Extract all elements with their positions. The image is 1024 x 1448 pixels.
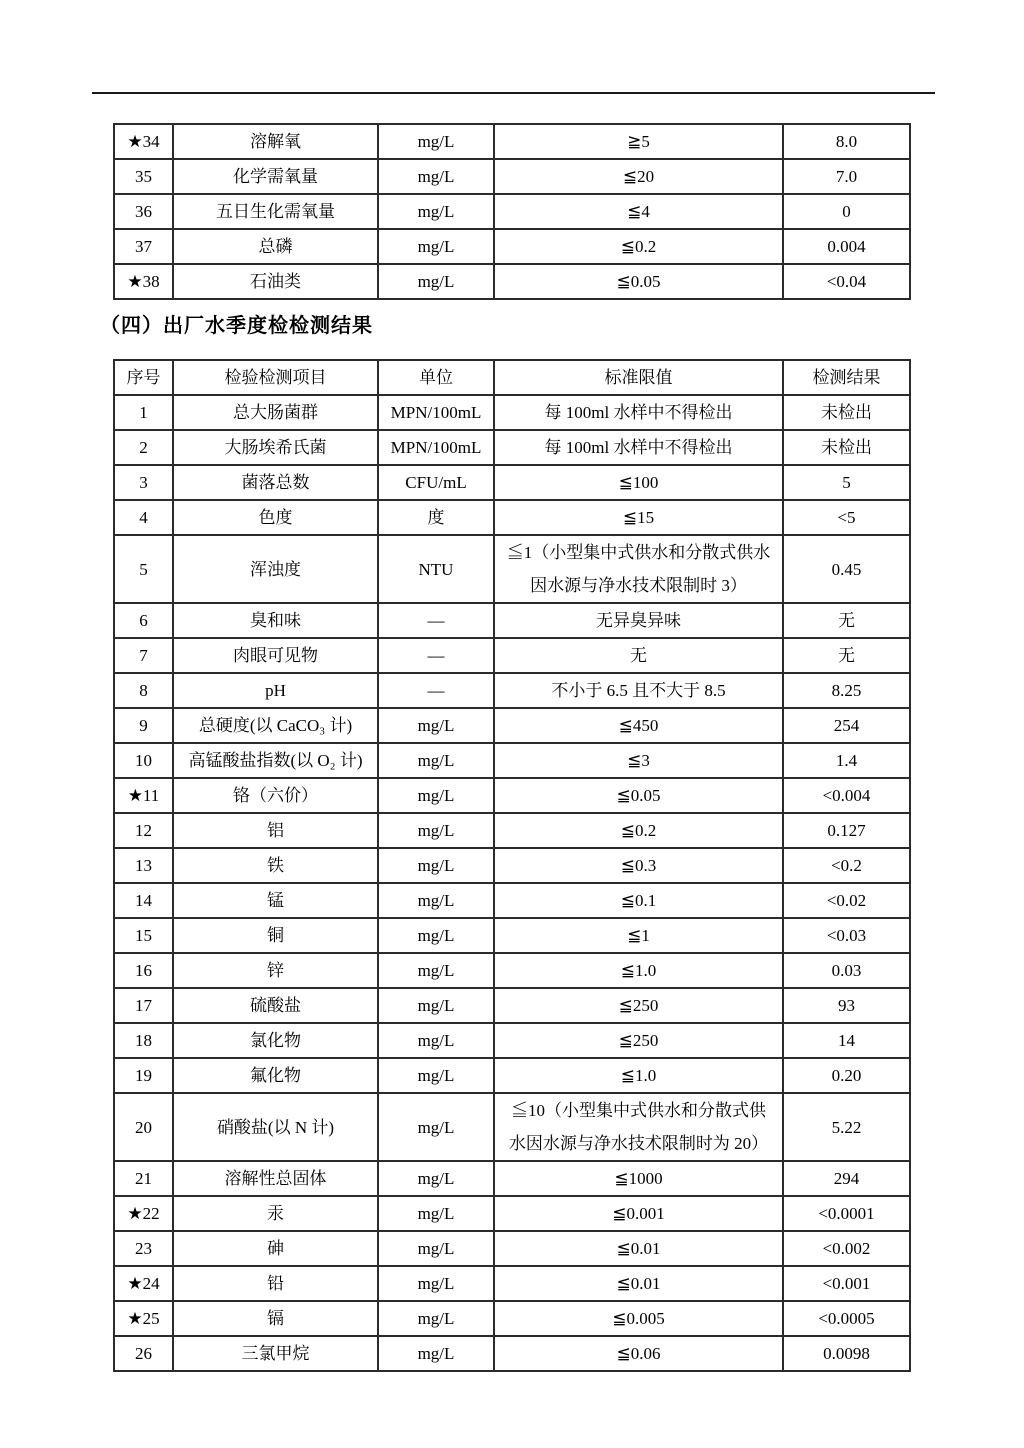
cell-serial-number: 5 <box>114 535 173 603</box>
cell-test-result: 0.0098 <box>783 1336 910 1371</box>
cell-unit: mg/L <box>378 708 494 743</box>
header-test-item: 检验检测项目 <box>173 360 378 395</box>
cell-test-item: 臭和味 <box>173 603 378 638</box>
cell-test-item: 硫酸盐 <box>173 988 378 1023</box>
cell-test-item: 色度 <box>173 500 378 535</box>
cell-serial-number: 12 <box>114 813 173 848</box>
cell-test-result: 0.03 <box>783 953 910 988</box>
header-serial-number: 序号 <box>114 360 173 395</box>
cell-serial-number: 19 <box>114 1058 173 1093</box>
cell-serial-number: 15 <box>114 918 173 953</box>
cell-standard-limit: ≧5 <box>494 124 783 159</box>
cell-test-item: 铬（六价） <box>173 778 378 813</box>
table-row <box>114 1266 910 1301</box>
cell-serial-number: ★34 <box>114 124 173 159</box>
cell-serial-number: 35 <box>114 159 173 194</box>
cell-test-item: 石油类 <box>173 264 378 299</box>
cell-serial-number: ★24 <box>114 1266 173 1301</box>
header-unit: 单位 <box>378 360 494 395</box>
cell-test-item: 三氯甲烷 <box>173 1336 378 1371</box>
cell-test-item: 总硬度(以 CaCO₃ 计) <box>173 708 378 743</box>
cell-standard-limit: 无 <box>494 638 783 673</box>
cell-unit: mg/L <box>378 124 494 159</box>
section-heading: （四）出厂水季度检检测结果 <box>100 315 373 337</box>
cell-unit: mg/L <box>378 1093 494 1161</box>
cell-test-result: 1.4 <box>783 743 910 778</box>
table-row <box>114 953 910 988</box>
cell-standard-limit: ≦450 <box>494 708 783 743</box>
cell-test-result: 无 <box>783 638 910 673</box>
cell-serial-number: 6 <box>114 603 173 638</box>
cell-test-result: 0 <box>783 194 910 229</box>
cell-serial-number: 16 <box>114 953 173 988</box>
header-standard-limit: 标准限值 <box>494 360 783 395</box>
cell-unit: — <box>378 638 494 673</box>
table-row <box>114 159 910 194</box>
table-row <box>114 1231 910 1266</box>
cell-unit: mg/L <box>378 229 494 264</box>
table-row <box>114 1336 910 1371</box>
cell-test-item: 肉眼可见物 <box>173 638 378 673</box>
cell-serial-number: 18 <box>114 1023 173 1058</box>
cell-unit: mg/L <box>378 1161 494 1196</box>
cell-serial-number: 37 <box>114 229 173 264</box>
cell-test-item: 汞 <box>173 1196 378 1231</box>
cell-unit: mg/L <box>378 1023 494 1058</box>
table-row <box>114 743 910 778</box>
cell-test-result: <0.004 <box>783 778 910 813</box>
cell-serial-number: 1 <box>114 395 173 430</box>
cell-standard-limit: ≦3 <box>494 743 783 778</box>
cell-test-result: <0.2 <box>783 848 910 883</box>
cell-unit: mg/L <box>378 1266 494 1301</box>
cell-standard-limit: ≦0.01 <box>494 1266 783 1301</box>
cell-test-item: 硝酸盐(以 N 计) <box>173 1093 378 1161</box>
cell-standard-limit: ≦4 <box>494 194 783 229</box>
cell-test-result: 未检出 <box>783 430 910 465</box>
cell-unit: — <box>378 603 494 638</box>
cell-serial-number: 9 <box>114 708 173 743</box>
continuation-table-body <box>114 124 910 299</box>
cell-standard-limit: ≦0.2 <box>494 813 783 848</box>
cell-test-item: 铅 <box>173 1266 378 1301</box>
cell-test-item: 砷 <box>173 1231 378 1266</box>
header-test-result: 检测结果 <box>783 360 910 395</box>
cell-test-result: <0.03 <box>783 918 910 953</box>
cell-serial-number: ★25 <box>114 1301 173 1336</box>
table-row <box>114 813 910 848</box>
cell-standard-limit: 不小于 6.5 且不大于 8.5 <box>494 673 783 708</box>
cell-standard-limit: ≦0.01 <box>494 1231 783 1266</box>
cell-standard-limit: ≦1（小型集中式供水和分散式供水因水源与净水技术限制时 3） <box>494 535 783 603</box>
cell-unit: MPN/100mL <box>378 395 494 430</box>
cell-test-result: <0.001 <box>783 1266 910 1301</box>
cell-unit: mg/L <box>378 1196 494 1231</box>
cell-unit: mg/L <box>378 264 494 299</box>
cell-serial-number: 4 <box>114 500 173 535</box>
cell-test-item: 溶解氧 <box>173 124 378 159</box>
cell-test-item: 镉 <box>173 1301 378 1336</box>
page-content <box>100 123 909 1372</box>
table-row <box>114 883 910 918</box>
cell-test-item: 菌落总数 <box>173 465 378 500</box>
cell-serial-number: 3 <box>114 465 173 500</box>
cell-test-result: 无 <box>783 603 910 638</box>
cell-test-result: 93 <box>783 988 910 1023</box>
cell-unit: mg/L <box>378 1231 494 1266</box>
cell-unit: mg/L <box>378 778 494 813</box>
cell-serial-number: 14 <box>114 883 173 918</box>
cell-standard-limit: 每 100ml 水样中不得检出 <box>494 395 783 430</box>
cell-unit: mg/L <box>378 848 494 883</box>
table-row <box>114 194 910 229</box>
table-row <box>114 264 910 299</box>
table-row <box>114 1161 910 1196</box>
cell-test-item: 铁 <box>173 848 378 883</box>
cell-standard-limit: ≦20 <box>494 159 783 194</box>
quarterly-table-header <box>114 360 910 395</box>
cell-test-result: 8.25 <box>783 673 910 708</box>
cell-serial-number: 10 <box>114 743 173 778</box>
cell-standard-limit: ≦250 <box>494 1023 783 1058</box>
table-row <box>114 229 910 264</box>
cell-serial-number: 23 <box>114 1231 173 1266</box>
cell-test-result: 0.20 <box>783 1058 910 1093</box>
cell-unit: mg/L <box>378 918 494 953</box>
cell-unit: MPN/100mL <box>378 430 494 465</box>
table-row <box>114 673 910 708</box>
cell-standard-limit: ≦0.2 <box>494 229 783 264</box>
cell-test-result: 294 <box>783 1161 910 1196</box>
cell-serial-number: 26 <box>114 1336 173 1371</box>
cell-test-item: 氟化物 <box>173 1058 378 1093</box>
cell-unit: mg/L <box>378 988 494 1023</box>
cell-test-result: <0.0001 <box>783 1196 910 1231</box>
cell-standard-limit: ≦0.05 <box>494 264 783 299</box>
cell-standard-limit: ≦0.001 <box>494 1196 783 1231</box>
cell-test-item: 总磷 <box>173 229 378 264</box>
cell-test-result: <0.002 <box>783 1231 910 1266</box>
cell-test-item: 五日生化需氧量 <box>173 194 378 229</box>
table-row <box>114 778 910 813</box>
cell-standard-limit: ≦0.05 <box>494 778 783 813</box>
table-row <box>114 988 910 1023</box>
cell-test-item: pH <box>173 673 378 708</box>
table-row <box>114 395 910 430</box>
cell-standard-limit: 无异臭异味 <box>494 603 783 638</box>
cell-serial-number: 13 <box>114 848 173 883</box>
cell-test-item: 铜 <box>173 918 378 953</box>
table-row <box>114 535 910 603</box>
cell-test-result: <0.0005 <box>783 1301 910 1336</box>
cell-standard-limit: ≦0.3 <box>494 848 783 883</box>
table-row <box>114 124 910 159</box>
cell-test-result: 14 <box>783 1023 910 1058</box>
quarterly-results-table <box>113 359 911 1372</box>
cell-unit: mg/L <box>378 159 494 194</box>
table-row <box>114 708 910 743</box>
cell-test-item: 高锰酸盐指数(以 O₂ 计) <box>173 743 378 778</box>
cell-standard-limit: ≦1.0 <box>494 953 783 988</box>
cell-unit: mg/L <box>378 883 494 918</box>
table-row <box>114 848 910 883</box>
continuation-table <box>113 123 911 300</box>
cell-test-result: 0.45 <box>783 535 910 603</box>
cell-unit: CFU/mL <box>378 465 494 500</box>
cell-test-result: 8.0 <box>783 124 910 159</box>
table-row <box>114 1301 910 1336</box>
cell-test-item: 锌 <box>173 953 378 988</box>
table-row <box>114 1093 910 1161</box>
cell-serial-number: ★38 <box>114 264 173 299</box>
cell-serial-number: ★11 <box>114 778 173 813</box>
cell-standard-limit: ≦100 <box>494 465 783 500</box>
quarterly-table-body <box>114 395 910 1371</box>
cell-test-item: 锰 <box>173 883 378 918</box>
cell-standard-limit: ≦250 <box>494 988 783 1023</box>
cell-test-result: <5 <box>783 500 910 535</box>
cell-unit: mg/L <box>378 813 494 848</box>
cell-standard-limit: ≦1000 <box>494 1161 783 1196</box>
cell-unit: mg/L <box>378 1336 494 1371</box>
table-row <box>114 1058 910 1093</box>
page-header-rule <box>92 92 935 94</box>
cell-unit: — <box>378 673 494 708</box>
cell-serial-number: 20 <box>114 1093 173 1161</box>
cell-standard-limit: ≦0.06 <box>494 1336 783 1371</box>
cell-test-result: 未检出 <box>783 395 910 430</box>
cell-unit: mg/L <box>378 1301 494 1336</box>
cell-test-result: 254 <box>783 708 910 743</box>
cell-test-item: 化学需氧量 <box>173 159 378 194</box>
table-row <box>114 603 910 638</box>
cell-serial-number: 2 <box>114 430 173 465</box>
table-row <box>114 465 910 500</box>
cell-test-result: <0.04 <box>783 264 910 299</box>
cell-serial-number: 7 <box>114 638 173 673</box>
cell-test-result: 7.0 <box>783 159 910 194</box>
cell-standard-limit: ≦1 <box>494 918 783 953</box>
cell-standard-limit: ≦1.0 <box>494 1058 783 1093</box>
table-row <box>114 1196 910 1231</box>
cell-standard-limit: ≦15 <box>494 500 783 535</box>
cell-test-result: 0.127 <box>783 813 910 848</box>
table-row <box>114 430 910 465</box>
table-row <box>114 500 910 535</box>
table-row <box>114 638 910 673</box>
cell-test-result: <0.02 <box>783 883 910 918</box>
cell-unit: NTU <box>378 535 494 603</box>
cell-serial-number: 36 <box>114 194 173 229</box>
cell-unit: mg/L <box>378 953 494 988</box>
header-row <box>114 360 910 395</box>
cell-test-result: 5.22 <box>783 1093 910 1161</box>
cell-unit: mg/L <box>378 1058 494 1093</box>
cell-test-item: 大肠埃希氏菌 <box>173 430 378 465</box>
cell-serial-number: 21 <box>114 1161 173 1196</box>
cell-unit: mg/L <box>378 743 494 778</box>
cell-unit: 度 <box>378 500 494 535</box>
cell-serial-number: 8 <box>114 673 173 708</box>
cell-standard-limit: ≦0.1 <box>494 883 783 918</box>
cell-standard-limit: 每 100ml 水样中不得检出 <box>494 430 783 465</box>
cell-standard-limit: ≦0.005 <box>494 1301 783 1336</box>
cell-serial-number: ★22 <box>114 1196 173 1231</box>
cell-test-item: 浑浊度 <box>173 535 378 603</box>
cell-test-item: 氯化物 <box>173 1023 378 1058</box>
cell-test-item: 总大肠菌群 <box>173 395 378 430</box>
cell-test-item: 溶解性总固体 <box>173 1161 378 1196</box>
cell-test-result: 5 <box>783 465 910 500</box>
cell-test-item: 铝 <box>173 813 378 848</box>
cell-unit: mg/L <box>378 194 494 229</box>
table-row <box>114 918 910 953</box>
cell-test-result: 0.004 <box>783 229 910 264</box>
cell-standard-limit: ≦10（小型集中式供水和分散式供水因水源与净水技术限制时为 20） <box>494 1093 783 1161</box>
table-row <box>114 1023 910 1058</box>
cell-serial-number: 17 <box>114 988 173 1023</box>
